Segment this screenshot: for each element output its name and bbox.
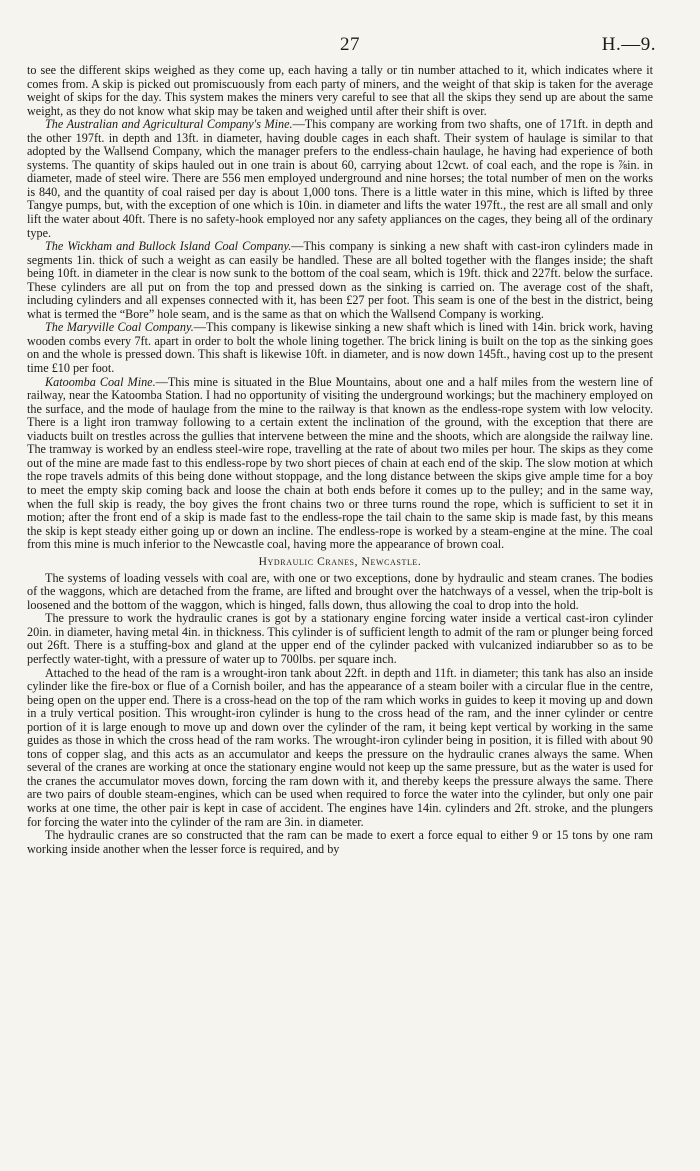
page-header [0,34,700,58]
paragraph-text: —This mine is situated in the Blue Mountains, about one and a half miles from the western line of railway, near the Katoomba Station. I had no opportunity of visiting the underground workings; but the machinery employed on the surface, and the mode of haulage from the mine to the railway is that known as the endless-rope system with low velocity. There is a light iron tramway following to a certain extent the inclination of the ground, with the exception that there are viaducts built on trestles across the gullies that intervene between the mine and the shoots, which are alongside the railway line. The tramway is worked by an endless steel-wire rope, travelling at the rate of about two miles per hour. The skips as they come out of the mine are made fast to this endless-rope by two short pieces of chain at each end of the skip. The slow motion at which the rope travels admits of this being done without stoppage, and the long distance between the skips give ample time for a boy to meet the empty skip coming back and loose the chain at both ends before it comes up to the pulley; and in the same way, when the full skip is ready, the boy gives the front chains two or three turns round the rope, which is sufficient to set it in motion; after the front end of a skip is made fast to the endless-rope the tail chain to the same skip is made fast, by this means the skip is kept steady either going up or down an incline. The endless-rope is worked by a steam-engine at the mine. The coal from this mine is much inferior to the Newcastle coal, having more the appearance of brown coal. [27,374,653,552]
page-number: 27 [340,34,360,55]
paragraph [27,240,653,321]
paragraph-text: —This company are working from two shafts, one of 171ft. in depth and the other 197ft. in depth and 13ft. in diameter, having double cages in each shaft. Their system of haulage is similar to that adopted by the Wallsend Company, which the manager prefers to the endless-chain haulage, he having had experience of both systems. The quantity of skips hauled out in one train is about 60, carrying about 12cwt. of coal each, and the rope is ⅞in. in diameter, made of steel wire. There are 556 men employed underground and nine horses; the total number of men on the works is 840, and the quantity of coal raised per day is about 1,000 tons. There is a little water in this mine, which is lifted by three Tangye pumps, but, with the exception of one which is 10in. in diameter and lifts the water 197ft., the rest are all small and only lift the water about 40ft. There is no safety-hook employed nor any safety appliances on the cages, they being all of the ordinary type. [27,117,654,240]
paragraph [27,667,653,830]
paragraph [27,572,653,613]
paragraph-lead: The Maryville Coal Company. [45,320,194,335]
paragraph [27,612,653,666]
paragraph [27,118,653,240]
paragraph-lead: Katoomba Coal Mine. [45,374,156,389]
page-body [27,64,653,856]
paragraph [27,321,653,375]
paragraph-text: —This company is sinking a new shaft with cast-iron cylinders made in segments 1in. thick of such a weight as can easily be handled. These are all bolted together with the flanges inside; the shaft being 10ft. in diameter in the clear is now sunk to the bottom of the coal seam, which is 19ft. thick and 227ft. below the surface. These cylinders are all put on from the top and pressed down as the sinking is carried on. The average cost of the shaft, including cylinders and all expenses connected with it, has been £27 per foot. This seam is one of the best in the district, being what is termed the “Bore” hole seam, and is the same as that on which the Wallsend Company is working. [27,239,654,321]
paragraph-lead: The Australian and Agricultural Company's Mine. [45,117,293,132]
paragraph-lead: The Wickham and Bullock Island Coal Company. [45,239,292,254]
paragraph-text: to see the different skips weighed as they come up, each having a tally or tin number attached to it, which indicates where it comes from. A skip is picked out promiscuously from each party of miners, and the weight of that skip is taken for the average weight of skips for the day. This system makes the miners very careful to see that all the skips they send up are about the same weight, as they do not know what skip may be taken and weighed until after their shift is over. [27,63,653,118]
section-heading [27,556,653,569]
paragraph [27,376,653,552]
paragraph-text: The systems of loading vessels with coal are, with one or two exceptions, done by hydraulic and steam cranes. The bodies of the waggons, which are detached from the frame, are lifted and brought over the hatchways of a vessel, when the trip-bolt is loosened and the bottom of the waggon, which is hinged, falls down, thus allowing the coal to drop into the hold. [27,570,653,612]
section-heading-text: Hydraulic Cranes, Newcastle. [258,555,422,568]
paragraph-text: Attached to the head of the ram is a wrought-iron tank about 22ft. in depth and 11ft. in diameter; this tank has also an inside cylinder like the fire-box or flue of a Cornish boiler, and has the appearance of a steam boiler with a circular flue in the centre, being open on the upper end. There is a cross-head on the top of the ram which works in guides to keep it moving up and down in a truly vertical position. This wrought-iron cylinder is hung to the cross head of the ram, and the inner cylinder or centre portion of it is large enough to move up and down over the cylinder of the ram, it being kept vertical by working in the same guides as those in which the cross head of the ram works. The wrought-iron cylinder being in position, it is filled with about 90 tons of copper slag, and this acts as an accumulator and keeps the pressure on the hydraulic cranes always the same. When several of the cranes are working at once the stationary engine would not keep up the same pressure, but as the water is used for the cranes the accumulator moves down, forcing the ram down with it, and thereby keeps the pressure always the same. There are two pairs of double steam-engines, which can be used when required to force the water into the cylinder, but only one pair works at one time, the other pair is kept in case of accident. The engines have 14in. cylinders and 2ft. stroke, and the plungers for forcing the water into the cylinder of the ram are 3in. in diameter. [27,665,653,829]
paragraph-text: The hydraulic cranes are so constructed that the ram can be made to exert a force equal to either 9 or 15 tons by one ram working inside another when the lesser force is required, and by [27,828,653,856]
document-reference: H.—9. [601,34,656,55]
paragraph [27,64,653,118]
paragraph [27,829,653,856]
paragraph-text: The pressure to work the hydraulic cranes is got by a stationary engine forcing water inside a vertical cast-iron cylinder 20in. in diameter, having metal 4in. in thickness. This cylinder is of sufficient length to admit of the ram or plunger being forced out 26ft. There is a stuffing-box and gland at the upper end of the cylinder packed with vulcanized indiarubber so as to be perfectly water-tight, with a pressure of water up to 700lbs. per square inch. [27,611,653,666]
paragraph-text: —This company is likewise sinking a new shaft which is lined with 14in. brick work, having wooden combs every 7ft. apart in order to bolt the whole lining together. The brick lining is built on the top as the sinking goes on and the whole is pressed down. This shaft is likewise 10ft. in diameter, and is now down 145ft., having cost up to the present time £10 per foot. [27,320,653,376]
